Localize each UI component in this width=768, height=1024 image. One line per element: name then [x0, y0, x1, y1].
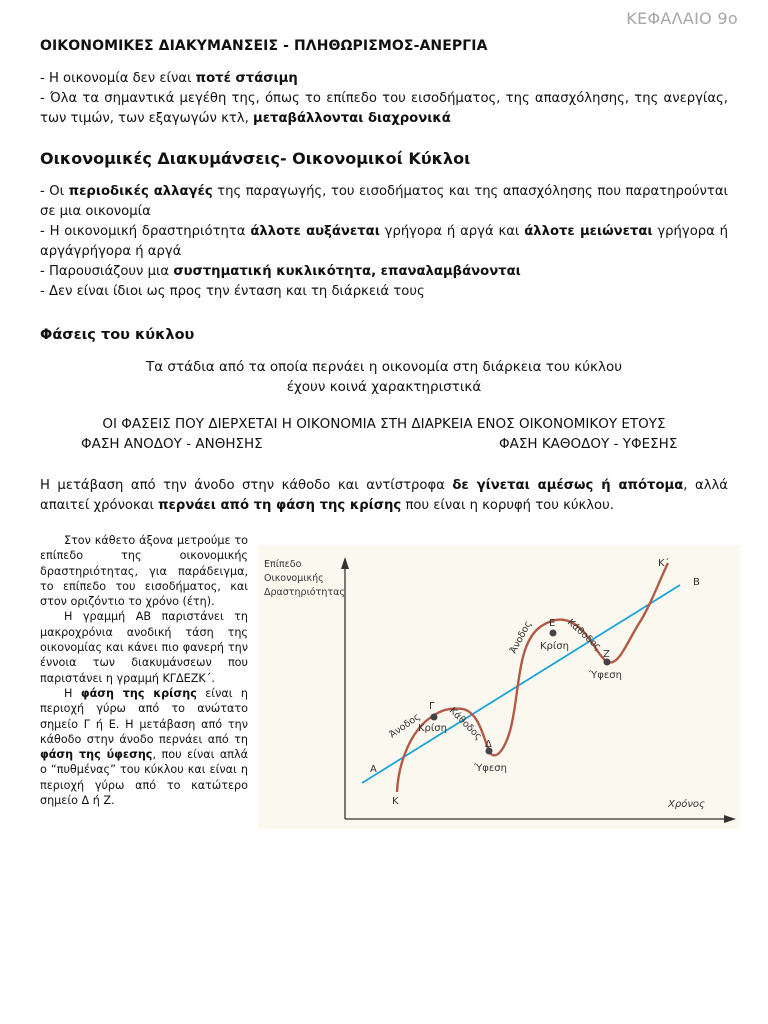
figure-explanation — [40, 533, 248, 808]
intro-line-1: - Η οικονομία δεν είναι ποτέ στάσιμη — [40, 71, 298, 86]
section-heading-phases: Φάσεις του κύκλου — [40, 327, 195, 343]
bullet-2: - Η οικονομική δραστηριότητα άλλοτε αυξάνεται γρήγορα ή αργά και άλλοτε μειώνεται γρήγορα ή αργάγρήγορα ή αργά — [40, 224, 728, 259]
bullet-1: - Οι περιοδικές αλλαγές της παραγωγής, του εισοδήματος και της απασχόλησης που παρατηρούνται σε μια οικονομία — [40, 184, 728, 219]
explanation-p3: Η φάση της κρίσης είναι η περιοχή γύρω από το ανώτατο σημείο Γ ή Ε. Η μετάβαση από την κάθοδο στην άνοδο περνάει από τη φάση της ύφεσης, που είναι απλά ο “πυθμένας” του κύκλου και είναι η περιοχή γύρω από το κατώτερο σημείο Δ ή Ζ. — [40, 686, 249, 808]
chapter-label: ΚΕΦΑΛΑΙΟ 9ο — [626, 9, 738, 28]
y-axis-label-1: Επίπεδο — [264, 559, 302, 570]
point-e — [550, 630, 557, 637]
label-anodos-2: Άνοδος — [507, 619, 535, 656]
bullet-4: - Δεν είναι ίδιοι ως προς την ένταση και τη διάρκειά τους — [40, 284, 425, 299]
page-title: ΟΙΚΟΝΟΜΙΚΕΣ ΔΙΑΚΥΜΑΝΣΕΙΣ - ΠΛΗΘΩΡΙΣΜΟΣ-ΑΝΕΡΓΙΑ — [40, 38, 488, 54]
label-kathodos-1: Κάθοδος — [446, 705, 484, 743]
y-axis-label-2: Οικονομικής — [264, 573, 324, 584]
label-k: K — [392, 796, 399, 807]
label-yfesi-2: Ύφεση — [589, 670, 622, 681]
business-cycle-figure — [258, 545, 740, 829]
label-b: B — [693, 577, 700, 588]
bullet-3: - Παρουσιάζουν μια συστηματική κυκλικότητα, επαναλαμβάνονται — [40, 264, 521, 279]
section-heading-cycles: Οικονομικές Διακυμάνσεις- Οικονομικοί Κύκλοι — [40, 149, 471, 168]
cycles-bullets — [40, 182, 728, 302]
label-z: Z — [603, 649, 610, 660]
business-cycle-diagram — [258, 545, 740, 829]
x-axis-label: Χρόνος — [668, 799, 705, 810]
intro-text — [40, 69, 728, 129]
label-krisi-2: Κρίση — [540, 641, 569, 652]
label-e: E — [549, 618, 556, 629]
trend-line-ab — [362, 585, 680, 783]
transition-text: Η μετάβαση από την άνοδο στην κάθοδο και αντίστροφα δε γίνεται αμέσως ή απότομα, αλλά απαιτεί χρόνοκαι περνάει από τη φάση της κρίσης που είναι η κορυφή του κύκλου. — [40, 478, 728, 513]
label-g: Γ — [429, 701, 435, 712]
label-kathodos-2: Κάθοδος — [564, 617, 604, 653]
phases-intro-line-1: Τα στάδια από τα οποία περνάει η οικονομία στη διάρκεια του κύκλου — [145, 359, 623, 375]
phases-intro-line-2: έχουν κοινά χαρακτηριστικά — [286, 379, 482, 395]
phase-down-label: ΦΑΣΗ ΚΑΘΟΔΟΥ - ΥΦΕΣΗΣ — [499, 436, 678, 452]
intro-line-2: - Όλα τα σημαντικά μεγέθη της, όπως το επίπεδο του εισοδήματος, της απασχόλησης, της ανεργίας, των τιμών, των εξαγωγών κτλ, μεταβάλλονται διαχρονικά — [40, 91, 728, 126]
point-g — [431, 714, 438, 721]
phases-title: ΟΙ ΦΑΣΕΙΣ ΠΟΥ ΔΙΕΡΧΕΤΑΙ Η ΟΙΚΟΝΟΜΙΑ ΣΤΗ ΔΙΑΡΚΕΙΑ ΕΝΟΣ ΟΙΚΟΝΟΜΙΚΟΥ ΕΤΟΥΣ — [102, 416, 666, 432]
label-k-prime: K΄ — [658, 558, 670, 569]
label-anodos-1: Άνοδος — [387, 711, 423, 741]
phases-intro — [40, 357, 728, 397]
y-axis-label-3: Δραστηριότητας — [264, 587, 345, 598]
axes — [341, 557, 736, 823]
explanation-p1: Στον κάθετο άξονα μετρούμε το επίπεδο της οικονομικής δραστηριότητας, για παράδειγμα, το επίπεδο του εισοδήματος, και στον οριζόντιο το χρόνο (έτη). — [40, 534, 248, 609]
label-d: Δ — [485, 739, 492, 750]
label-a: A — [370, 764, 377, 775]
label-krisi-1: Κρίση — [418, 723, 447, 734]
explanation-p2: Η γραμμή ΑΒ παριστάνει τη μακροχρόνια ανοδική τάση της οικονομίας και κάνει πιο φανερή την έννοια των διακυμάνσεων που παριστάνει η γραμμή ΚΓΔΕΖΚ΄. — [40, 610, 248, 685]
label-yfesi-1: Ύφεση — [474, 763, 507, 774]
phase-up-label: ΦΑΣΗ ΑΝΟΔΟΥ - ΑΝΘΗΣΗΣ — [81, 436, 263, 452]
